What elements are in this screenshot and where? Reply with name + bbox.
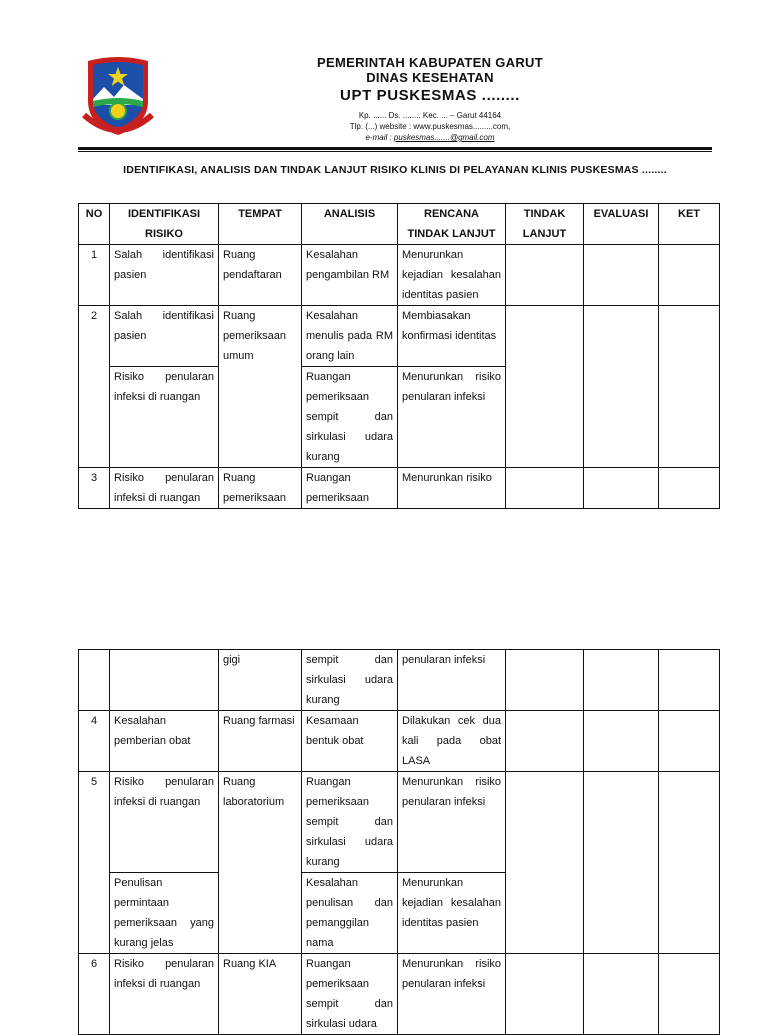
cell-tempat: Ruang pemeriksaan umum bbox=[219, 306, 302, 468]
cell-risiko: Risiko penularan infeksi di ruangan bbox=[110, 954, 219, 1035]
cell-risiko: Salah identifikasi pasien bbox=[110, 245, 219, 306]
cell-tempat: Ruang KIA bbox=[219, 954, 302, 1035]
email-link[interactable]: puskesmas.......@gmail.com bbox=[393, 133, 495, 142]
cell-ket bbox=[659, 772, 720, 954]
table-header-row bbox=[79, 204, 720, 245]
cell-risiko: Salah identifikasi pasien bbox=[110, 306, 219, 367]
cell-analisis: Ruangan pemeriksaan sempit dan sirkulasi udara bbox=[302, 954, 398, 1035]
header-ket: KET bbox=[659, 204, 720, 245]
header-tempat: TEMPAT bbox=[219, 204, 302, 245]
header-no: NO bbox=[79, 204, 110, 245]
table-row bbox=[79, 306, 720, 367]
cell-no bbox=[79, 650, 110, 711]
cell-analisis: Ruangan pemeriksaan sempit dan sirkulasi udara kurang bbox=[302, 367, 398, 468]
cell-tindak bbox=[506, 772, 584, 954]
cell-analisis: Kesalahan pengambilan RM bbox=[302, 245, 398, 306]
cell-tindak bbox=[506, 245, 584, 306]
cell-evaluasi bbox=[584, 650, 659, 711]
cell-rencana: Membiasakan konfirmasi identitas bbox=[398, 306, 506, 367]
cell-ket bbox=[659, 306, 720, 468]
cell-analisis: Kesalahan penulisan dan pemanggilan nama bbox=[302, 873, 398, 954]
garut-regency-emblem-icon bbox=[82, 55, 154, 139]
letterhead bbox=[250, 55, 610, 143]
cell-no: 3 bbox=[79, 468, 110, 509]
cell-analisis: Ruangan pemeriksaan sempit dan sirkulasi udara kurang bbox=[302, 772, 398, 873]
email-line bbox=[250, 132, 610, 143]
header-identifikasi-risiko: IDENTIFIKASI RISIKO bbox=[110, 204, 219, 245]
header-rencana-tindak-lanjut: RENCANA TINDAK LANJUT bbox=[398, 204, 506, 245]
cell-evaluasi bbox=[584, 711, 659, 772]
cell-rencana: Menurunkan risiko penularan infeksi bbox=[398, 772, 506, 873]
cell-no: 1 bbox=[79, 245, 110, 306]
puskesmas-name: UPT PUSKESMAS ........ bbox=[340, 87, 520, 104]
cell-rencana: Menurunkan kejadian kesalahan identitas pasien bbox=[398, 245, 506, 306]
cell-rencana: penularan infeksi bbox=[398, 650, 506, 711]
address-line: Kp. ...... Ds. ........ Kec. ... – Garut 44164 bbox=[358, 111, 502, 120]
cell-evaluasi bbox=[584, 954, 659, 1035]
cell-analisis: Ruangan pemeriksaan bbox=[302, 468, 398, 509]
cell-evaluasi bbox=[584, 468, 659, 509]
cell-tindak bbox=[506, 650, 584, 711]
government-name: PEMERINTAH KABUPATEN GARUT bbox=[317, 55, 543, 70]
cell-risiko: Risiko penularan infeksi di ruangan bbox=[110, 468, 219, 509]
cell-tempat: Ruang farmasi bbox=[219, 711, 302, 772]
cell-rencana: Dilakukan cek dua kali pada obat LASA bbox=[398, 711, 506, 772]
header-evaluasi: EVALUASI bbox=[584, 204, 659, 245]
document-title: IDENTIFIKASI, ANALISIS DAN TINDAK LANJUT RISIKO KLINIS DI PELAYANAN KLINIS PUSKESMAS ........ bbox=[123, 164, 667, 176]
table-row bbox=[79, 772, 720, 873]
cell-no: 6 bbox=[79, 954, 110, 1035]
cell-risiko: Kesalahan pemberian obat bbox=[110, 711, 219, 772]
table-row bbox=[79, 245, 720, 306]
cell-tempat: Ruang pendaftaran bbox=[219, 245, 302, 306]
cell-ket bbox=[659, 711, 720, 772]
cell-risiko bbox=[110, 650, 219, 711]
risk-table-page-1 bbox=[78, 203, 720, 509]
cell-risiko: Risiko penularan infeksi di ruangan bbox=[110, 772, 219, 873]
table-row bbox=[79, 711, 720, 772]
cell-risiko: Risiko penularan infeksi di ruangan bbox=[110, 367, 219, 468]
cell-tindak bbox=[506, 954, 584, 1035]
agency-name: DINAS KESEHATAN bbox=[366, 70, 494, 85]
cell-no: 4 bbox=[79, 711, 110, 772]
header-divider bbox=[78, 147, 712, 152]
cell-ket bbox=[659, 245, 720, 306]
table-row bbox=[79, 650, 720, 711]
cell-tempat: Ruang laboratorium bbox=[219, 772, 302, 954]
cell-rencana: Menurunkan risiko penularan infeksi bbox=[398, 954, 506, 1035]
cell-evaluasi bbox=[584, 772, 659, 954]
cell-no: 5 bbox=[79, 772, 110, 954]
cell-ket bbox=[659, 468, 720, 509]
cell-rencana: Menurunkan risiko bbox=[398, 468, 506, 509]
cell-analisis: sempit dan sirkulasi udara kurang bbox=[302, 650, 398, 711]
table-row bbox=[79, 468, 720, 509]
email-label: e-mail : bbox=[365, 133, 394, 142]
cell-tempat: gigi bbox=[219, 650, 302, 711]
cell-evaluasi bbox=[584, 245, 659, 306]
header-analisis: ANALISIS bbox=[302, 204, 398, 245]
cell-risiko: Penulisan permintaan pemeriksaan yang kurang jelas bbox=[110, 873, 219, 954]
cell-tindak bbox=[506, 711, 584, 772]
cell-tempat: Ruang pemeriksaan bbox=[219, 468, 302, 509]
cell-no: 2 bbox=[79, 306, 110, 468]
table-row bbox=[79, 954, 720, 1035]
cell-rencana: Menurunkan risiko penularan infeksi bbox=[398, 367, 506, 468]
cell-analisis: Kesalahan menulis pada RM orang lain bbox=[302, 306, 398, 367]
cell-tindak bbox=[506, 468, 584, 509]
header-tindak-lanjut: TINDAK LANJUT bbox=[506, 204, 584, 245]
cell-rencana: Menurunkan kejadian kesalahan identitas pasien bbox=[398, 873, 506, 954]
cell-ket bbox=[659, 954, 720, 1035]
risk-table-page-2 bbox=[78, 649, 720, 1035]
cell-analisis: Kesamaan bentuk obat bbox=[302, 711, 398, 772]
cell-tindak bbox=[506, 306, 584, 468]
phone-website-line: Tlp. (...) website : www.puskesmas.........com, bbox=[349, 122, 511, 131]
cell-evaluasi bbox=[584, 306, 659, 468]
cell-ket bbox=[659, 650, 720, 711]
